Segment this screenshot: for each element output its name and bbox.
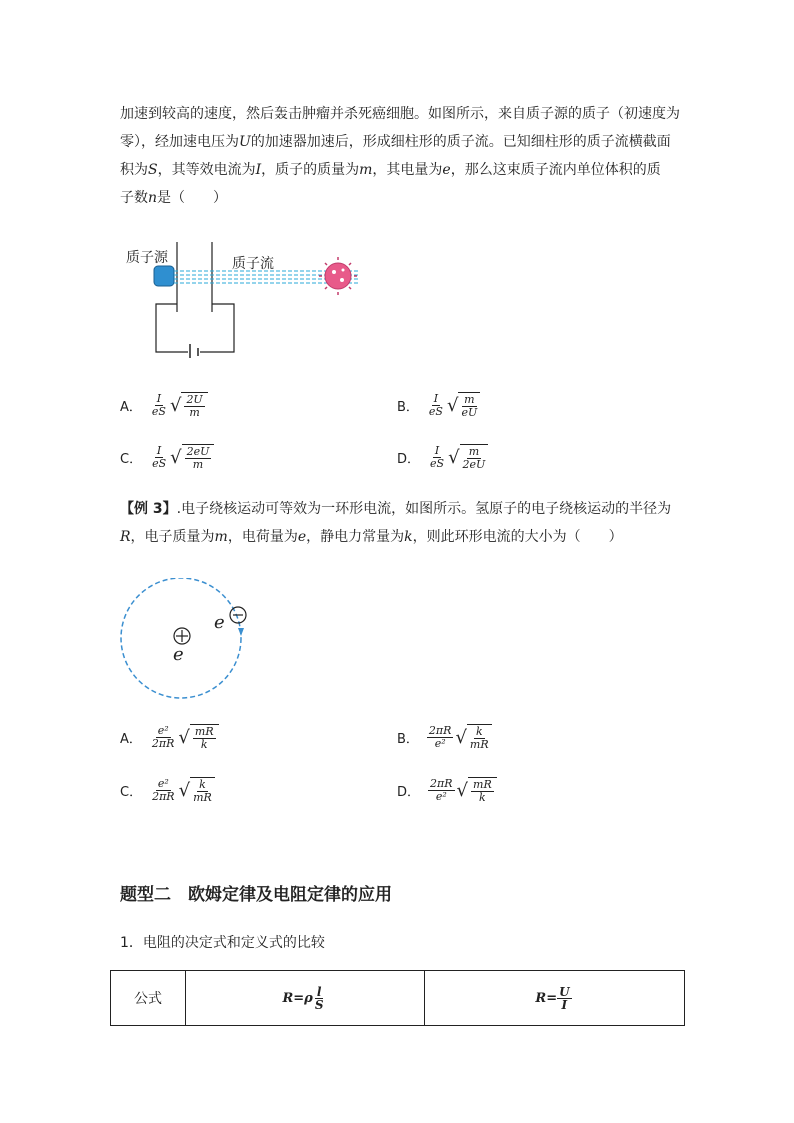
option-label: C．: [120, 452, 143, 467]
sqrt: √ mR k: [457, 777, 497, 804]
option-label: D．: [397, 452, 421, 467]
circuit-wire: [156, 304, 234, 352]
option-label: B．: [397, 400, 419, 415]
q2-option-a[interactable]: [120, 724, 219, 751]
sqrt: √ k mR: [455, 724, 491, 751]
fraction: $\frac{\text{e²}}{2\pi R}$: [151, 724, 175, 750]
q1-option-b[interactable]: [397, 392, 480, 419]
sqrt: √ 2eU m: [170, 444, 214, 471]
option-label: A．: [120, 732, 142, 747]
proton-flow-label: 质子流: [232, 256, 274, 272]
q1-line1: 加速到较高的速度，然后轰击肿瘤并杀死癌细胞。如图所示，来自质子源的质子（初速度为: [120, 106, 680, 122]
fraction: $\frac{I}{eS}$: [151, 392, 166, 418]
sqrt: √ 2U m: [170, 392, 208, 419]
cancer-cell-icon: [319, 257, 357, 295]
orbit-circle: [121, 578, 241, 698]
resistivity-formula-cell: [186, 971, 425, 1026]
q2-option-d[interactable]: [397, 777, 497, 804]
nucleus-plus-icon: [174, 628, 190, 644]
sqrt: √ k mR: [179, 777, 215, 804]
battery-icon: [190, 344, 198, 358]
option-label: A．: [120, 400, 142, 415]
option-label: C．: [120, 785, 143, 800]
resistivity-formula: R=ρ $\frac{l}{S}$: [282, 984, 324, 1012]
fraction: $\frac{\text{e²}}{2\pi R}$: [152, 777, 175, 803]
q2-option-c[interactable]: [120, 777, 215, 804]
fraction: $\frac{I}{eS}$: [428, 392, 443, 418]
table-row-label: 公式: [111, 971, 186, 1026]
q2-text: [120, 495, 680, 551]
electron-orbit-figure: [118, 578, 253, 713]
resistance-formula-table: [110, 970, 685, 1026]
proton-source-label: 质子源: [126, 250, 168, 266]
section-subheading: 1．电阻的决定式和定义式的比较: [120, 935, 325, 951]
sqrt: √ mR k: [178, 724, 218, 751]
fraction: $\frac{2\pi R}{\text{e²}}$: [430, 777, 453, 803]
electron-minus-icon: [230, 607, 246, 623]
q1-option-d[interactable]: [397, 444, 488, 471]
q1-text: [120, 100, 680, 212]
example-tag: 例 3: [134, 501, 163, 517]
table-row: [111, 971, 685, 1026]
fraction: $\frac{I}{eS}$: [152, 444, 167, 470]
q1-option-a[interactable]: [120, 392, 208, 419]
option-label: B．: [397, 732, 419, 747]
q1-line3: 积为S，其等效电流为I，质子的质量为m，其电量为e，那么这束质子流内单位体积的质: [120, 162, 661, 178]
fraction: $\frac{2\pi R}{\text{e²}}$: [428, 724, 452, 750]
nucleus-label: e: [173, 644, 184, 665]
electron-label: e: [214, 612, 225, 633]
section-heading: 题型二 欧姆定律及电阻定律的应用: [120, 885, 392, 905]
direction-arrow-icon: [238, 628, 244, 636]
sqrt: √ m 2eU: [448, 444, 488, 471]
sqrt: √ m eU: [447, 392, 480, 419]
option-label: D．: [397, 785, 421, 800]
q2-line2: R，电子质量为m，电荷量为e，静电力常量为k，则此环形电流的大小为（ ）: [120, 529, 623, 545]
proton-source-icon: [154, 266, 174, 286]
q2-option-b[interactable]: [397, 724, 492, 751]
fraction: $\frac{I}{eS}$: [430, 444, 445, 470]
q1-line4: 子数n是（ ）: [120, 190, 228, 206]
q1-line2: 零），经加速电压为U的加速器加速后，形成细柱形的质子流。已知细柱形的质子流横截面: [120, 134, 671, 150]
definition-formula-cell: [425, 971, 685, 1026]
q2-line1: 【例 3】.电子绕核运动可等效为一环形电流，如图所示。氢原子的电子绕核运动的半径为: [120, 501, 672, 517]
definition-formula: R= $\frac{U}{I}$: [535, 984, 570, 1012]
q1-option-c[interactable]: [120, 444, 214, 471]
proton-beam-figure: [120, 238, 370, 358]
